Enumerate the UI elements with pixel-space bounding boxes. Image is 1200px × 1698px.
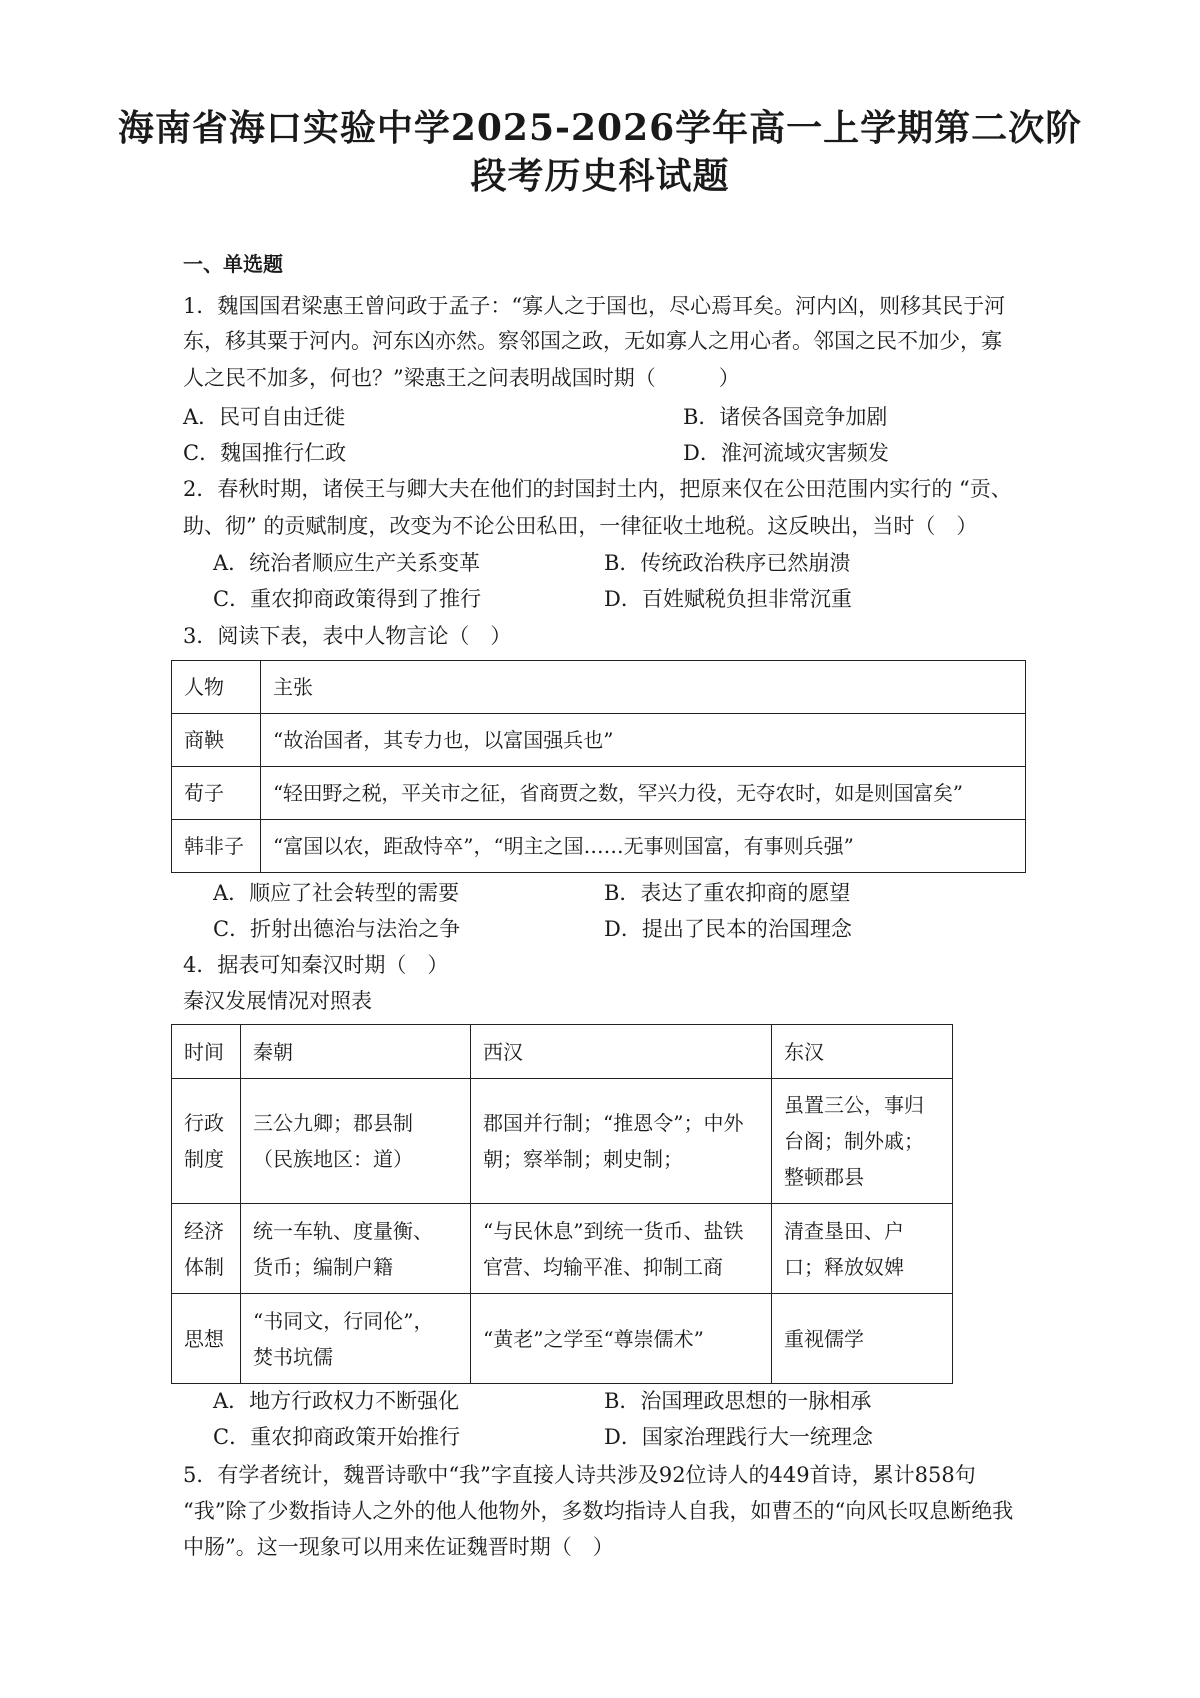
table-cell: 韩非子	[172, 820, 261, 873]
q5-stem-line1: 5．有学者统计，魏晋诗歌中“我”字直接人诗共涉及92位诗人的449首诗，累计858句	[183, 1463, 976, 1487]
table-header-cell: 人物	[172, 661, 261, 714]
table-row	[172, 820, 1026, 873]
table-header-cell: 西汉	[471, 1025, 772, 1079]
table-cell: “富国以农，距敌恃卒”，“明主之国……无事则国富，有事则兵强”	[261, 820, 1026, 873]
table-cell: 虽置三公，事归 台阁；制外戚； 整顿郡县	[772, 1079, 953, 1204]
table-header-row	[172, 661, 1026, 714]
q2-option-b[interactable]: B．传统政治秩序已然崩溃	[604, 551, 851, 575]
table-row	[172, 1294, 953, 1384]
q1-option-d[interactable]: D．淮河流域灾害频发	[683, 441, 889, 465]
q2-option-c[interactable]: C．重农抑商政策得到了推行	[213, 587, 482, 611]
q4-option-d[interactable]: D．国家治理践行大一统理念	[604, 1425, 873, 1449]
q3-table	[171, 660, 1026, 873]
q1-stem-line2: 东，移其粟于河内。河东凶亦然。察邻国之政，无如寡人之用心者。邻国之民不加少，寡	[183, 329, 1002, 353]
table-cell: 三公九卿；郡县制 （民族地区：道）	[241, 1079, 471, 1204]
q4-option-a[interactable]: A．地方行政权力不断强化	[213, 1389, 460, 1413]
q4-table	[171, 1024, 953, 1384]
table-cell: “与民休息”到统一货币、盐铁 官营、均输平准、抑制工商	[471, 1204, 772, 1294]
q5-stem-line3: 中肠”。这一现象可以用来佐证魏晋时期（ ）	[183, 1535, 614, 1559]
q4-option-c[interactable]: C．重农抑商政策开始推行	[213, 1425, 461, 1449]
table-row	[172, 714, 1026, 767]
table-cell: “故治国者，其专力也，以富国强兵也”	[261, 714, 1026, 767]
table-cell: 思想	[172, 1294, 241, 1384]
q4-option-b[interactable]: B．治国理政思想的一脉相承	[604, 1389, 872, 1413]
q3-option-d[interactable]: D．提出了民本的治国理念	[604, 917, 852, 941]
table-cell: 重视儒学	[772, 1294, 953, 1384]
table-row	[172, 1079, 953, 1204]
table-header-row	[172, 1025, 953, 1079]
table-cell: “黄老”之学至“尊崇儒术”	[471, 1294, 772, 1384]
q3-option-a[interactable]: A．顺应了社会转型的需要	[213, 881, 460, 905]
q4-stem: 4．据表可知秦汉时期（ ）	[183, 953, 449, 977]
table-cell: 商鞅	[172, 714, 261, 767]
q3-option-c[interactable]: C．折射出德治与法治之争	[213, 917, 461, 941]
q3-option-b[interactable]: B．表达了重农抑商的愿望	[604, 881, 851, 905]
q4-table-caption: 秦汉发展情况对照表	[183, 989, 372, 1013]
table-header-cell: 东汉	[772, 1025, 953, 1079]
q2-stem-line2: 助、彻” 的贡赋制度，改变为不论公田私田，一律征收土地税。这反映出，当时（ ）	[183, 514, 978, 538]
q1-option-b[interactable]: B．诸侯各国竞争加剧	[683, 405, 888, 429]
table-header-cell: 时间	[172, 1025, 241, 1079]
q1-stem-line3: 人之民不加多，何也？”梁惠王之问表明战国时期（ ）	[183, 366, 740, 390]
section-heading: 一、单选题	[183, 252, 283, 276]
q2-stem-line1: 2．春秋时期，诸侯王与卿大夫在他们的封国封土内，把原来仅在公田范围内实行的 “贡、	[183, 477, 1012, 501]
q1-option-c[interactable]: C．魏国推行仁政	[183, 441, 347, 465]
exam-title-line1: 海南省海口实验中学2025-2026学年高一上学期第二次阶	[117, 107, 1083, 149]
table-cell: 行政 制度	[172, 1079, 241, 1204]
table-row	[172, 767, 1026, 820]
table-header-cell: 主张	[261, 661, 1026, 714]
q2-option-d[interactable]: D．百姓赋税负担非常沉重	[604, 587, 852, 611]
q1-option-a[interactable]: A．民可自由迁徙	[183, 405, 346, 429]
table-cell: 荀子	[172, 767, 261, 820]
q5-stem-line2: “我”除了少数指诗人之外的他人他物外，多数均指诗人自我，如曹丕的“向风长叹息断绝我	[183, 1499, 1014, 1523]
exam-title-line2: 段考历史科试题	[470, 155, 730, 197]
table-cell: “轻田野之税，平关市之征，省商贾之数，罕兴力役，无夺农时，如是则国富矣”	[261, 767, 1026, 820]
table-cell: 郡国并行制；“推恩令”；中外 朝；察举制；刺史制；	[471, 1079, 772, 1204]
table-header-cell: 秦朝	[241, 1025, 471, 1079]
q2-option-a[interactable]: A．统治者顺应生产关系变革	[213, 551, 481, 575]
table-cell: 清查垦田、户 口；释放奴婢	[772, 1204, 953, 1294]
table-cell: “书同文，行同伦”， 焚书坑儒	[241, 1294, 471, 1384]
table-cell: 经济 体制	[172, 1204, 241, 1294]
q3-stem: 3．阅读下表，表中人物言论（ ）	[183, 624, 512, 648]
table-cell: 统一车轨、度量衡、 货币；编制户籍	[241, 1204, 471, 1294]
q1-stem-line1: 1．魏国国君梁惠王曾问政于孟子：“寡人之于国也，尽心焉耳矣。河内凶，则移其民于河	[183, 294, 1006, 318]
table-row	[172, 1204, 953, 1294]
